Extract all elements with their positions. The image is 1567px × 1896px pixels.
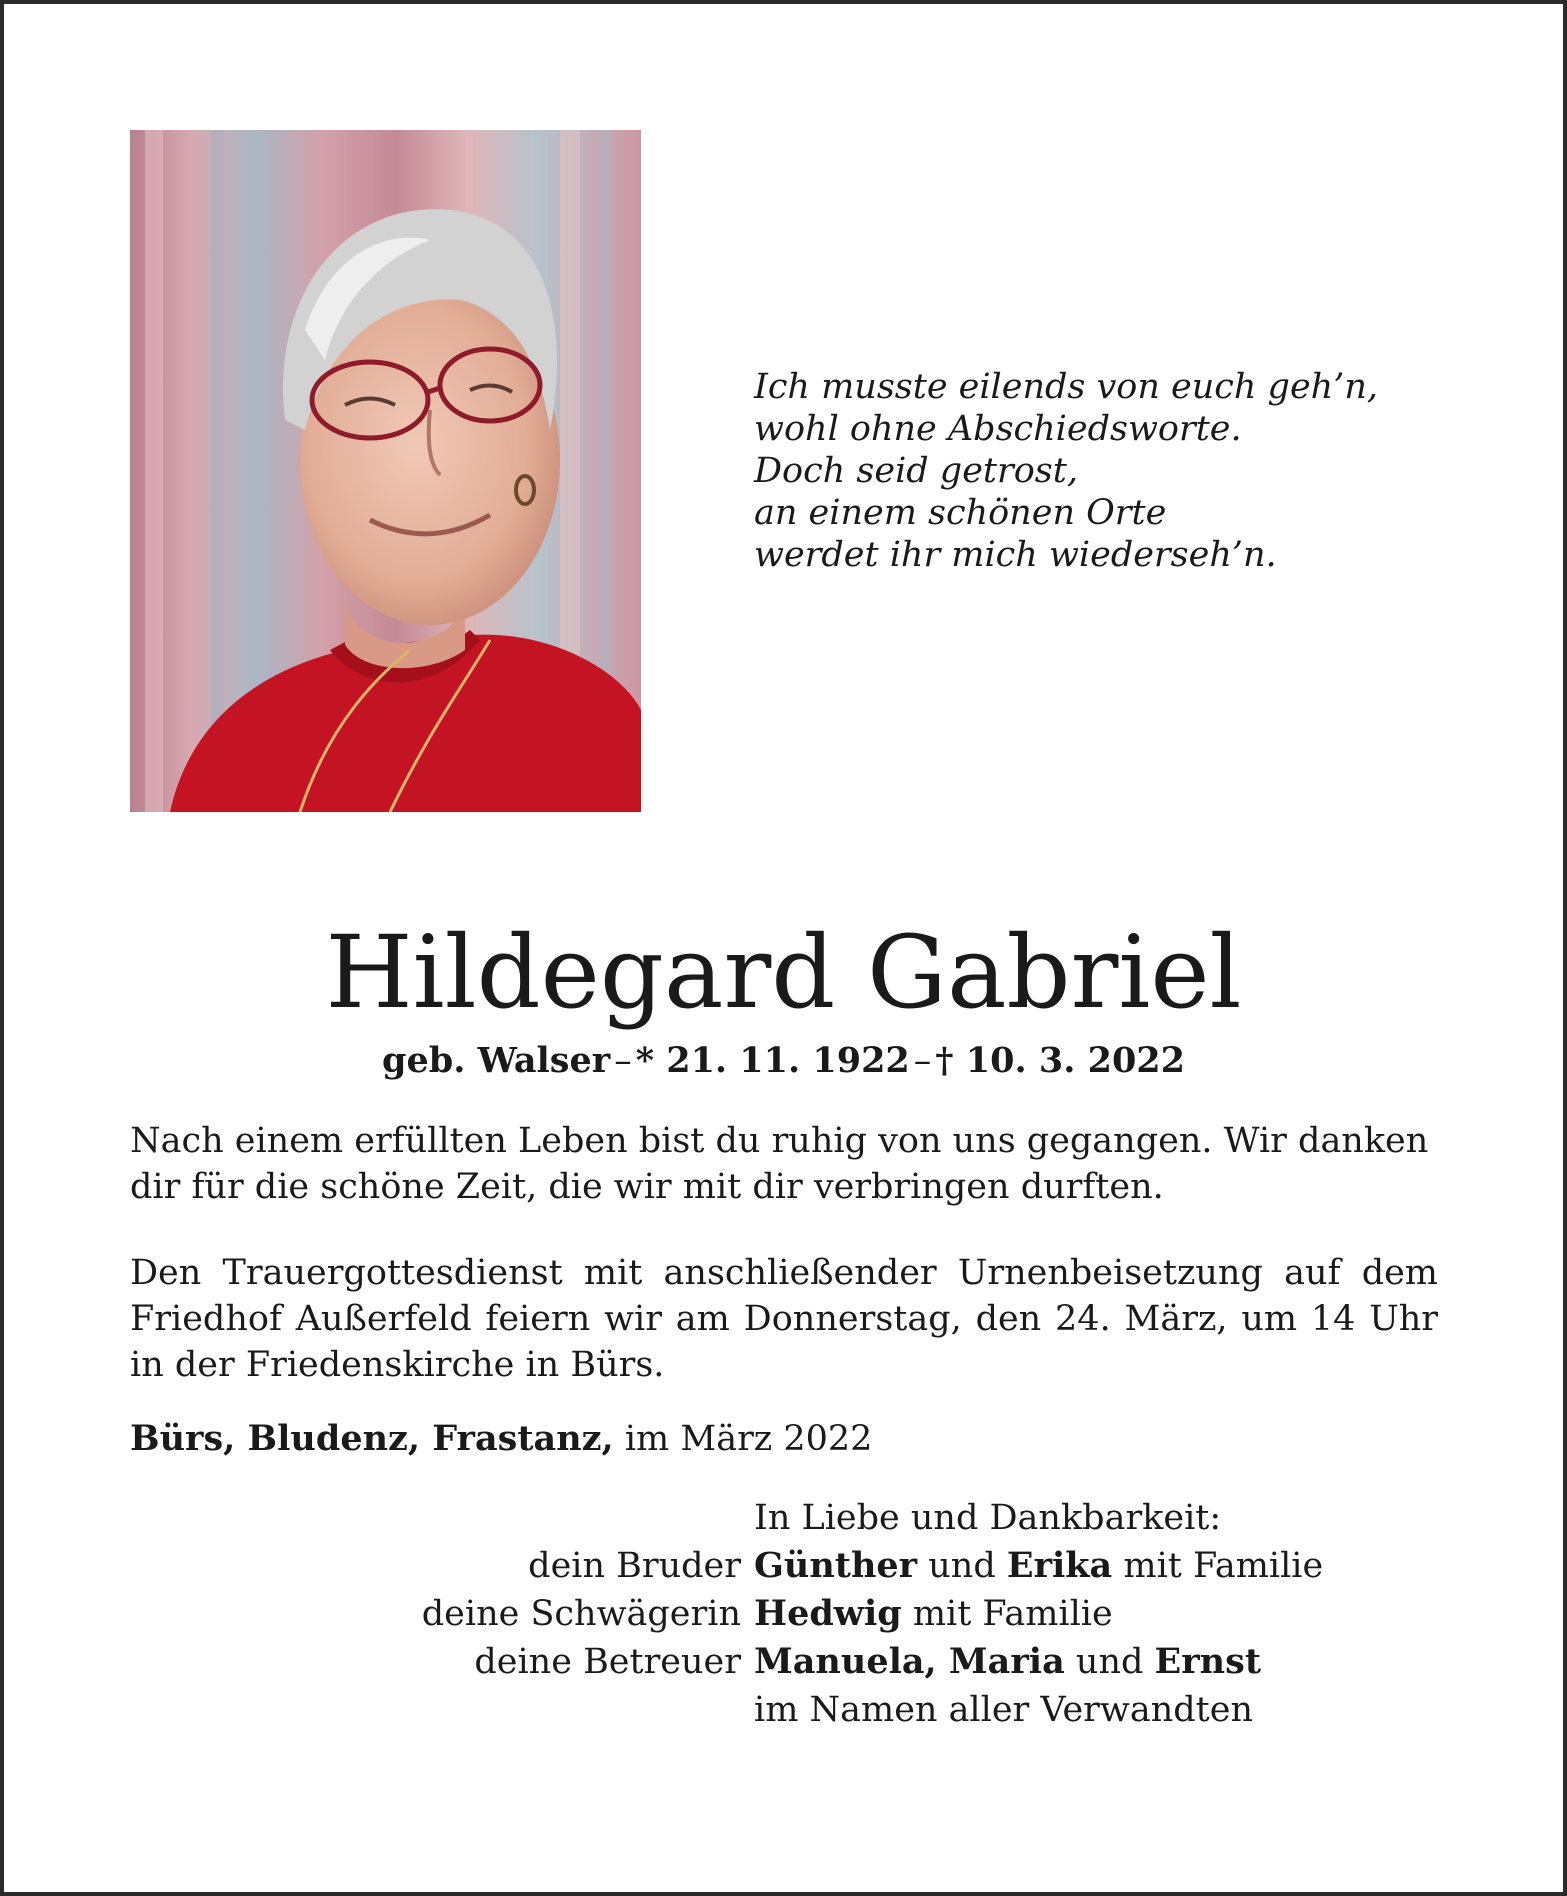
relation-label: deine Betreuer — [474, 1642, 741, 1682]
maiden-name: geb. Walser — [381, 1040, 611, 1081]
mourner-suffix: mit Familie — [1123, 1546, 1324, 1586]
poem-line: an einem schönen Orte — [754, 493, 1167, 533]
mourner-names — [754, 1639, 1261, 1685]
poem-line: Ich musste eilends von euch geh’n, — [754, 367, 1378, 407]
poem-line: wohl ohne Abschiedsworte. — [754, 409, 1242, 449]
signoff-row-carers — [0, 1639, 1567, 1687]
mourner-names — [754, 1591, 1113, 1637]
signoff-row-brother — [0, 1543, 1567, 1591]
farewell-paragraph: Nach einem erfüllten Leben bist du ruhig von uns gegangen. Wir danken dir für die schöne Zeit, die wir mit dir verbringen durften. — [130, 1121, 1429, 1207]
service-paragraph: Den Trauergottesdienst mit anschließender Urnenbeisetzung auf dem Friedhof Außerfeld feiern wir am Donnerstag, den 24. März, um 14 Uhr in der Friedenskirche in Bürs. — [130, 1253, 1438, 1385]
portrait-icon — [130, 130, 641, 812]
signoff-row-sister-in-law — [0, 1591, 1567, 1639]
mourner-suffix: mit Familie — [912, 1594, 1113, 1634]
signoff-intro-row — [0, 1495, 1567, 1543]
place-date-line — [130, 1416, 1438, 1462]
signoff-intro: In Liebe und Dankbarkeit: — [754, 1498, 1222, 1538]
signoff-closing: im Namen aller Verwandten — [754, 1690, 1253, 1730]
signoff — [0, 1495, 1567, 1735]
mourner-name: Ernst — [1154, 1641, 1261, 1682]
signoff-closing-row — [0, 1687, 1567, 1735]
poem-line: Doch seid getrost, — [754, 451, 1078, 491]
mourner-names — [754, 1543, 1323, 1589]
mourner-name: Hedwig — [754, 1593, 902, 1634]
death-date: † 10. 3. 2022 — [935, 1040, 1185, 1081]
notice-date: im März 2022 — [624, 1419, 873, 1459]
relation-label: dein Bruder — [528, 1546, 741, 1586]
deceased-name: Hildegard Gabriel — [325, 914, 1242, 1031]
poem — [754, 366, 1474, 576]
mourner-name: Erika — [1006, 1545, 1113, 1586]
poem-line: werdet ihr mich wiederseh’n. — [754, 535, 1277, 575]
date-separator: – — [913, 1041, 932, 1081]
places: Bürs, Bludenz, Frastanz, — [130, 1418, 614, 1459]
joiner: und — [1075, 1642, 1144, 1682]
life-dates — [0, 1039, 1567, 1083]
relation-label: deine Schwägerin — [421, 1594, 741, 1634]
portrait-photo — [130, 130, 641, 812]
date-separator: – — [614, 1041, 632, 1081]
mourner-name: Günther — [754, 1545, 918, 1586]
mourner-name: Manuela, Maria — [754, 1641, 1065, 1682]
birth-date: * 21. 11. 1922 — [635, 1040, 910, 1081]
joiner: und — [928, 1546, 996, 1586]
